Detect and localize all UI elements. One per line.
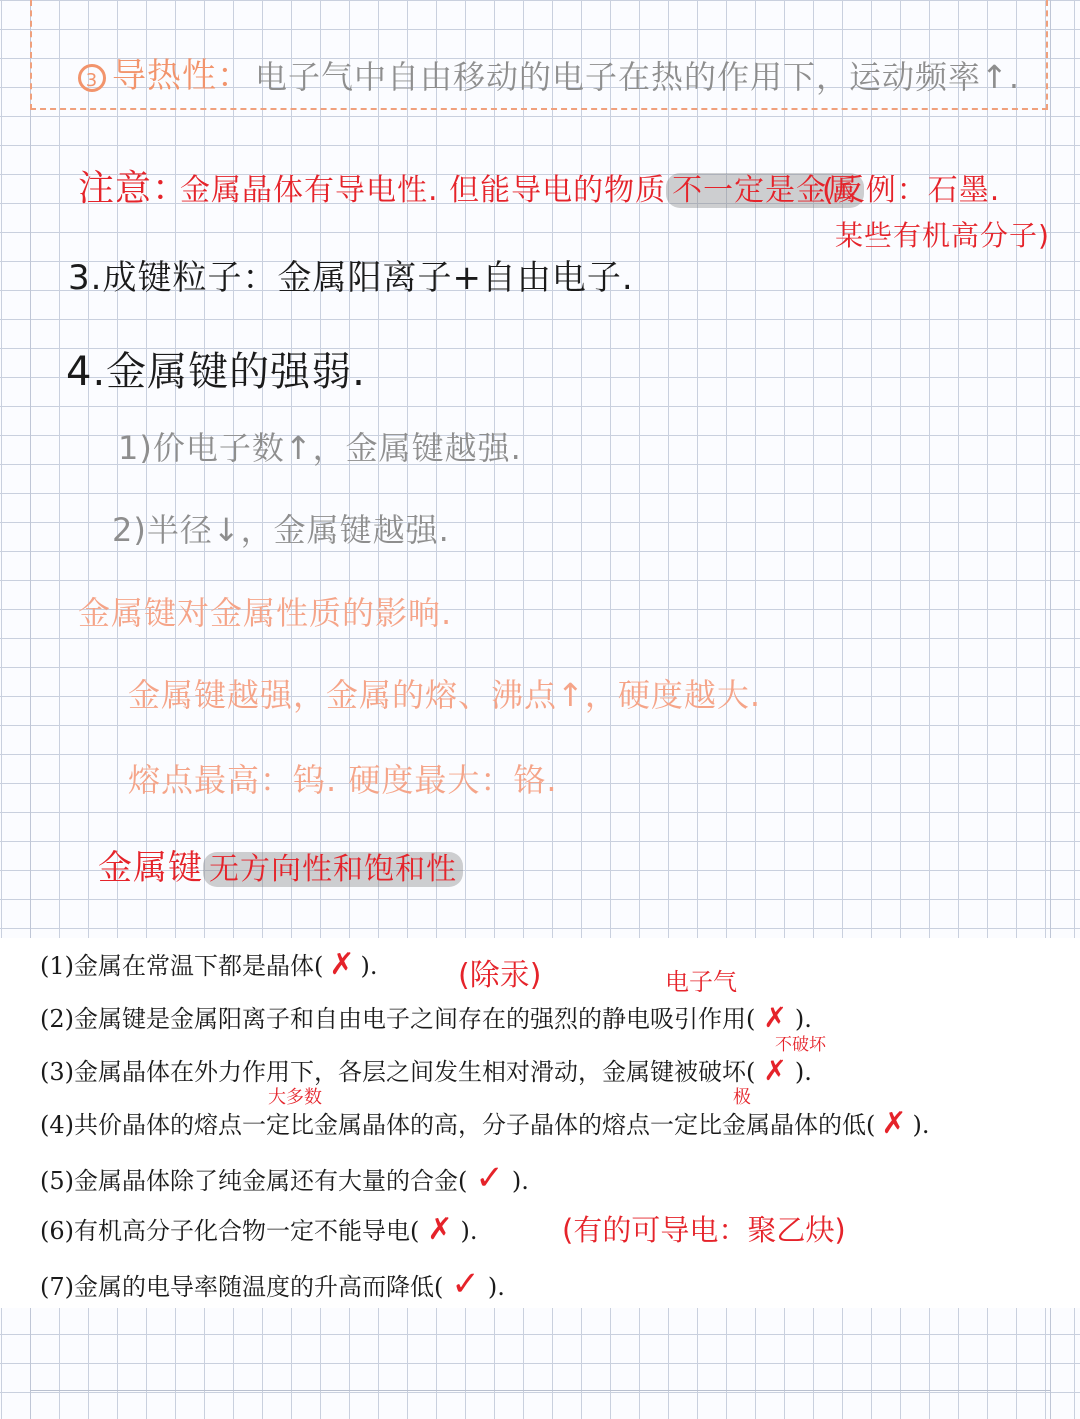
answer-mark: ✓ bbox=[451, 1264, 480, 1304]
answer-mark: ✗ bbox=[881, 1106, 907, 1141]
no-direction-prefix: 金属键 bbox=[98, 848, 203, 888]
question-6 bbox=[40, 1211, 478, 1247]
thermal-conductivity-heading bbox=[78, 48, 252, 97]
note-counter-2: 某些有机高分子) bbox=[835, 219, 1050, 252]
question-text: (5)金属晶体除了纯金属还有大量的合金( bbox=[40, 1167, 468, 1195]
answer-mark: ✗ bbox=[427, 1212, 453, 1247]
printed-exercise bbox=[0, 938, 1080, 1308]
question-text: (4)共价晶体的熔点一定比金属晶体的高，分子晶体的熔点一定比金属晶体的低( bbox=[40, 1111, 876, 1139]
question-5 bbox=[40, 1158, 529, 1198]
answer-mark: ✗ bbox=[763, 1054, 787, 1087]
influence-title: 金属键对金属性质的影响. bbox=[78, 594, 453, 632]
question-close: ). bbox=[794, 1005, 812, 1033]
annotation-q2: 电子气 bbox=[665, 968, 737, 996]
no-direction-highlight: 无方向性和饱和性 bbox=[203, 852, 463, 887]
question-close: ). bbox=[360, 952, 378, 980]
note-label: 注意： bbox=[78, 168, 190, 209]
note-highlight: 不一定是金属 bbox=[666, 173, 864, 208]
strength-item-1: 1)价电子数↑，金属键越强. bbox=[118, 429, 522, 467]
question-close: ). bbox=[912, 1111, 930, 1139]
bond-strength-title: 4.金属键的强弱. bbox=[66, 349, 366, 395]
strength-item-2: 2)半径↓，金属键越强. bbox=[112, 511, 450, 549]
answer-mark: ✗ bbox=[763, 1001, 787, 1034]
question-close: ). bbox=[794, 1058, 812, 1086]
question-3 bbox=[40, 1052, 812, 1087]
question-close: ). bbox=[487, 1273, 505, 1301]
question-text: (2)金属键是金属阳离子和自由电子之间存在的强烈的静电吸引作用( bbox=[40, 1005, 756, 1033]
bonding-particles: 3.成键粒子：金属阳离子+自由电子. bbox=[68, 258, 634, 298]
question-text: (1)金属在常温下都是晶体( bbox=[40, 952, 324, 980]
note-counter: (反例：石墨. bbox=[822, 173, 1001, 208]
question-1 bbox=[40, 946, 378, 982]
question-text: (7)金属的电导率随温度的升高而降低( bbox=[40, 1273, 444, 1301]
question-close: ). bbox=[460, 1217, 478, 1245]
annotation-q4b: 极 bbox=[733, 1087, 751, 1108]
note-text: 金属晶体有导电性. 但能导电的物质 bbox=[180, 173, 667, 208]
question-text: (6)有机高分子化合物一定不能导电( bbox=[40, 1217, 420, 1245]
answer-mark: ✓ bbox=[475, 1158, 504, 1198]
question-2 bbox=[40, 999, 812, 1034]
annotation-q4a: 大多数 bbox=[268, 1087, 322, 1108]
note-line bbox=[180, 165, 864, 209]
bottom-grid bbox=[30, 1305, 1051, 1391]
question-7 bbox=[40, 1264, 505, 1304]
thermal-text: 电子气中自由移动的电子在热的作用下，运动频率↑. bbox=[255, 58, 1020, 96]
annotation-q3: 不破坏 bbox=[775, 1035, 826, 1055]
question-close: ). bbox=[511, 1167, 529, 1195]
annotation-q6: (有的可导电：聚乙炔) bbox=[562, 1213, 846, 1247]
answer-mark: ✗ bbox=[329, 947, 355, 982]
circled-number: 3 bbox=[78, 64, 106, 92]
influence-item-2: 熔点最高：钨. 硬度最大：铬. bbox=[128, 761, 558, 799]
thermal-label: 导热性： bbox=[112, 56, 252, 96]
question-4 bbox=[40, 1105, 930, 1141]
no-direction-line bbox=[98, 840, 463, 889]
question-text: (3)金属晶体在外力作用下，各层之间发生相对滑动，金属键被破坏( bbox=[40, 1058, 756, 1086]
annotation-q1: (除汞) bbox=[458, 958, 542, 993]
influence-item-1: 金属键越强，金属的熔、沸点↑，硬度越大. bbox=[128, 676, 761, 714]
